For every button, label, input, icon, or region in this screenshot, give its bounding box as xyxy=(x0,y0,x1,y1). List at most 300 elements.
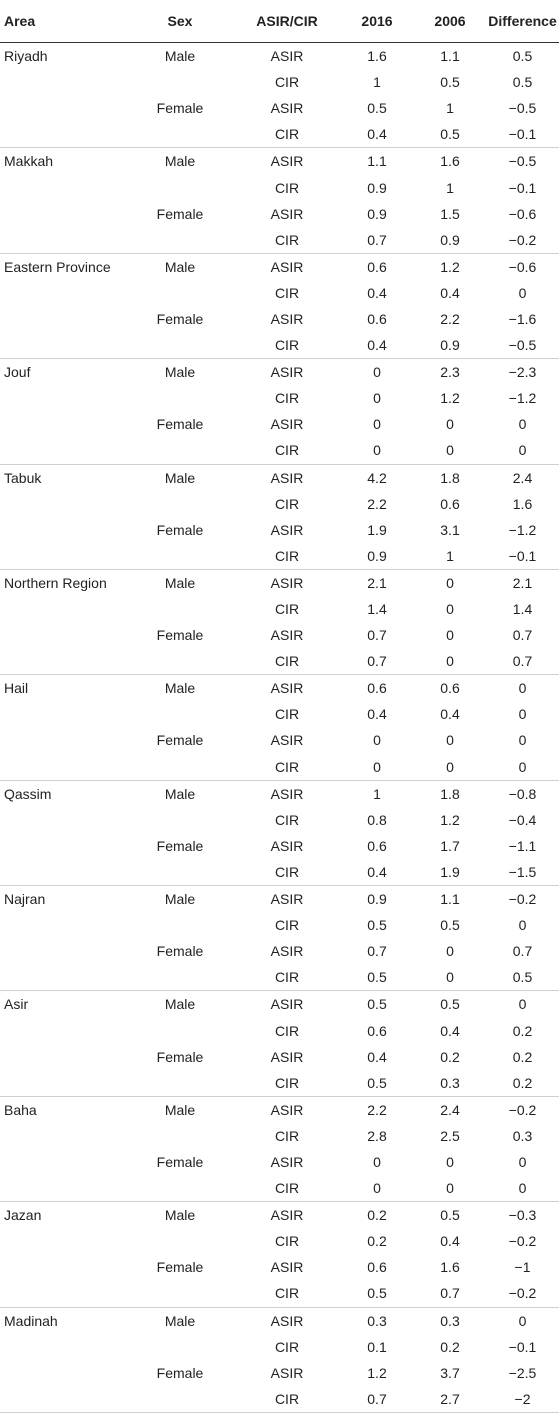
cell-difference: −0.5 xyxy=(486,148,559,175)
cell-difference: −0.6 xyxy=(486,253,559,280)
cell-2016: 2.1 xyxy=(340,569,414,596)
cell-area xyxy=(0,174,126,200)
cell-sex xyxy=(126,964,234,991)
cell-difference: 0 xyxy=(518,1153,527,1170)
cell-difference: −0.8 xyxy=(486,780,559,807)
cell-area xyxy=(0,121,126,148)
cell-sex: Male xyxy=(126,253,234,280)
cell-asir-cir: ASIR xyxy=(234,1307,340,1334)
cell-area xyxy=(0,622,126,648)
cell-asir-cir: ASIR xyxy=(270,837,304,854)
cell-2006: 0.5 xyxy=(440,917,460,934)
cell-2006: 1.2 xyxy=(440,390,460,407)
table-row xyxy=(0,991,559,1018)
cell-area xyxy=(0,1044,126,1070)
cell-2016: 2.2 xyxy=(367,495,387,512)
table-row xyxy=(0,754,559,781)
cell-2006: 3.7 xyxy=(440,1364,460,1381)
cell-2006: 0 xyxy=(446,653,454,670)
table-row xyxy=(0,43,559,70)
table-row xyxy=(0,1175,559,1202)
cell-2006: 3.1 xyxy=(440,521,460,538)
cell-sex xyxy=(126,754,234,781)
cell-sex xyxy=(126,69,234,95)
cell-asir-cir: CIR xyxy=(274,1180,300,1197)
cell-sex xyxy=(126,227,234,254)
cell-2006: 0 xyxy=(414,569,486,596)
cell-2006: 0 xyxy=(446,627,454,644)
cell-area: Qassim xyxy=(0,780,126,807)
table-row xyxy=(0,1280,559,1307)
cell-difference: 0 xyxy=(518,732,527,749)
cell-2006: 1.6 xyxy=(440,1259,460,1276)
cell-sex: Female xyxy=(156,1364,204,1381)
cell-sex: Male xyxy=(126,991,234,1018)
table-row xyxy=(0,1307,559,1334)
table-row xyxy=(0,833,559,859)
cell-2016: 0.4 xyxy=(367,337,387,354)
cell-sex: Male xyxy=(126,780,234,807)
header-sex: Sex xyxy=(126,0,234,43)
cell-sex: Female xyxy=(156,732,204,749)
cell-2016: 0.6 xyxy=(367,310,387,327)
cell-area xyxy=(0,1123,126,1149)
cell-2006: 0.5 xyxy=(414,991,486,1018)
cell-difference: −1.2 xyxy=(508,390,537,407)
cell-asir-cir: ASIR xyxy=(270,943,304,960)
cell-asir-cir: CIR xyxy=(274,863,300,880)
cell-asir-cir: CIR xyxy=(274,917,300,934)
cell-area: Madinah xyxy=(0,1307,126,1334)
cell-2016: 4.2 xyxy=(340,464,414,491)
cell-area xyxy=(0,1017,126,1043)
cell-area xyxy=(0,1254,126,1280)
cell-area: Hail xyxy=(0,675,126,702)
cell-2006: 0.3 xyxy=(440,1074,460,1091)
cell-2016: 0 xyxy=(373,1153,381,1170)
table-row xyxy=(0,359,559,386)
cell-difference: −0.2 xyxy=(508,1233,537,1250)
cell-sex: Female xyxy=(156,100,204,117)
cell-2006: 0.4 xyxy=(440,284,460,301)
cell-2016: 0.6 xyxy=(340,675,414,702)
table-row xyxy=(0,69,559,95)
cell-asir-cir: CIR xyxy=(234,1386,340,1413)
cell-asir-cir: CIR xyxy=(274,706,300,723)
cell-area: Eastern Province xyxy=(0,253,126,280)
cell-2016: 0.4 xyxy=(367,284,387,301)
cell-area xyxy=(0,648,126,675)
header-asir-cir: ASIR/CIR xyxy=(234,0,340,43)
cell-sex xyxy=(126,912,234,938)
cell-difference: 0.2 xyxy=(512,1048,533,1065)
cell-2016: 0.5 xyxy=(340,991,414,1018)
cell-2016: 0.2 xyxy=(367,1233,387,1250)
cell-2006: 1.1 xyxy=(414,886,486,913)
cell-area: Jouf xyxy=(0,359,126,386)
cell-2006: 0.4 xyxy=(440,706,460,723)
cell-2006: 0.2 xyxy=(440,1048,460,1065)
cell-2016: 0.9 xyxy=(367,547,387,564)
cell-area xyxy=(0,332,126,359)
cell-2016: 0 xyxy=(373,416,381,433)
cell-2006: 1.6 xyxy=(414,148,486,175)
cell-difference: −0.1 xyxy=(508,547,537,564)
cell-2016: 0.1 xyxy=(367,1338,387,1355)
cell-difference: 0.5 xyxy=(512,969,533,986)
cell-2006: 1.2 xyxy=(414,253,486,280)
cell-area xyxy=(0,1280,126,1307)
cell-2016: 0.5 xyxy=(367,1074,387,1091)
cell-2016: 0.7 xyxy=(367,943,387,960)
cell-2006: 1 xyxy=(446,179,454,196)
cell-difference: 0.5 xyxy=(512,74,533,91)
table-row xyxy=(0,332,559,359)
cell-sex xyxy=(126,1123,234,1149)
cell-2006: 0.9 xyxy=(440,337,460,354)
cell-area xyxy=(0,1149,126,1175)
cell-asir-cir: CIR xyxy=(274,1074,300,1091)
cell-asir-cir: ASIR xyxy=(270,205,304,222)
table-row xyxy=(0,1096,559,1123)
cell-difference: −0.6 xyxy=(508,205,537,222)
cell-2016: 0.6 xyxy=(367,1022,387,1039)
table-row xyxy=(0,1149,559,1175)
cell-sex xyxy=(126,648,234,675)
table-row xyxy=(0,385,559,411)
cell-area xyxy=(0,1228,126,1254)
cell-2006: 1 xyxy=(446,547,454,564)
cell-2006: 0.5 xyxy=(440,74,460,91)
cell-difference: 1.4 xyxy=(512,601,533,618)
cell-area xyxy=(0,95,126,121)
cell-area xyxy=(0,1360,126,1386)
header-2016: 2016 xyxy=(340,0,414,43)
cell-asir-cir: CIR xyxy=(274,1127,300,1144)
cell-sex xyxy=(126,1386,234,1413)
cell-area xyxy=(0,727,126,753)
cell-difference: 0 xyxy=(518,284,527,301)
cell-sex xyxy=(126,1175,234,1202)
cell-difference: −1.6 xyxy=(508,310,537,327)
table-row xyxy=(0,174,559,200)
cell-asir-cir: ASIR xyxy=(234,359,340,386)
cell-2006: 0.3 xyxy=(414,1307,486,1334)
cell-asir-cir: CIR xyxy=(274,231,300,248)
cell-2016: 1 xyxy=(340,780,414,807)
cell-asir-cir: CIR xyxy=(274,495,300,512)
cell-2016: 0.5 xyxy=(367,100,387,117)
table-row xyxy=(0,1254,559,1280)
table-body xyxy=(0,43,559,1413)
cell-difference: −0.3 xyxy=(486,1202,559,1229)
cell-area xyxy=(0,701,126,727)
cell-area xyxy=(0,859,126,886)
cell-2006: 2.5 xyxy=(440,1127,460,1144)
cell-area xyxy=(0,596,126,622)
cell-sex: Male xyxy=(126,359,234,386)
cell-sex: Female xyxy=(156,1153,204,1170)
cell-2016: 0.8 xyxy=(367,811,387,828)
cell-difference: −0.1 xyxy=(508,126,537,143)
cell-sex xyxy=(126,280,234,306)
cell-area xyxy=(0,938,126,964)
cell-2016: 0 xyxy=(373,442,381,459)
cell-difference: 0 xyxy=(518,917,527,934)
cell-area xyxy=(0,517,126,543)
cell-difference: 0 xyxy=(518,442,527,459)
cell-area: Riyadh xyxy=(0,43,126,70)
cell-area xyxy=(0,69,126,95)
cell-asir-cir: CIR xyxy=(274,284,300,301)
cell-2016: 0.4 xyxy=(367,126,387,143)
cell-difference: 0 xyxy=(518,758,527,775)
cell-2006: 0 xyxy=(446,601,454,618)
cell-difference: 0.7 xyxy=(512,653,533,670)
cell-asir-cir: ASIR xyxy=(270,1259,304,1276)
cell-2006: 1.5 xyxy=(440,205,460,222)
cell-2016: 1.6 xyxy=(340,43,414,70)
cell-2016: 1.4 xyxy=(367,601,387,618)
cell-area: Najran xyxy=(0,886,126,913)
cell-sex xyxy=(126,1334,234,1360)
cell-sex xyxy=(126,596,234,622)
cell-difference: −0.1 xyxy=(508,179,537,196)
cell-sex: Male xyxy=(126,1307,234,1334)
cell-area xyxy=(0,437,126,464)
cell-area: Asir xyxy=(0,991,126,1018)
cell-sex: Male xyxy=(126,1202,234,1229)
cell-asir-cir: ASIR xyxy=(270,1153,304,1170)
cell-area xyxy=(0,280,126,306)
cell-area xyxy=(0,1175,126,1202)
table-row xyxy=(0,912,559,938)
cell-2016: 0.4 xyxy=(367,863,387,880)
cell-sex: Female xyxy=(156,1259,204,1276)
cell-sex xyxy=(126,1228,234,1254)
cell-2016: 0.5 xyxy=(367,917,387,934)
cell-2006: 1.8 xyxy=(414,464,486,491)
cell-asir-cir: CIR xyxy=(274,758,300,775)
cell-asir-cir: CIR xyxy=(274,547,300,564)
cell-difference: 0.7 xyxy=(512,943,533,960)
cell-2016: 0.7 xyxy=(367,231,387,248)
cell-difference: 0.3 xyxy=(512,1127,533,1144)
cell-sex: Female xyxy=(156,627,204,644)
cell-asir-cir: ASIR xyxy=(270,416,304,433)
cell-2016: 0.9 xyxy=(367,179,387,196)
cell-asir-cir: CIR xyxy=(274,811,300,828)
cell-2006: 0 xyxy=(446,969,454,986)
cell-2006: 2.3 xyxy=(414,359,486,386)
table-row xyxy=(0,437,559,464)
cell-2006: 0.4 xyxy=(440,1233,460,1250)
cell-sex xyxy=(126,1280,234,1307)
cell-area xyxy=(0,833,126,859)
cell-2016: 0.6 xyxy=(367,1259,387,1276)
cell-asir-cir: ASIR xyxy=(234,991,340,1018)
cell-2016: 0.7 xyxy=(367,653,387,670)
table-row xyxy=(0,517,559,543)
cell-2006: 0 xyxy=(446,1153,454,1170)
cell-area: Jazan xyxy=(0,1202,126,1229)
cell-difference: −0.2 xyxy=(508,231,537,248)
cell-asir-cir: ASIR xyxy=(234,1202,340,1229)
cell-2006: 1.1 xyxy=(414,43,486,70)
cell-area xyxy=(0,1334,126,1360)
cell-2016: 0 xyxy=(373,758,381,775)
table-row xyxy=(0,1017,559,1043)
cell-difference: 1.6 xyxy=(512,495,533,512)
cell-2006: 0.2 xyxy=(440,1338,460,1355)
cell-2006: 0.5 xyxy=(440,126,460,143)
cell-2006: 0.7 xyxy=(440,1285,460,1302)
cell-difference: −0.2 xyxy=(486,1096,559,1123)
table-row xyxy=(0,648,559,675)
cell-area xyxy=(0,964,126,991)
cell-difference: −2 xyxy=(486,1386,559,1413)
cell-sex: Female xyxy=(156,310,204,327)
cell-area: Makkah xyxy=(0,148,126,175)
cell-area xyxy=(0,912,126,938)
table-row xyxy=(0,1334,559,1360)
cell-2016: 0.2 xyxy=(340,1202,414,1229)
cell-asir-cir: ASIR xyxy=(270,1364,304,1381)
cell-sex: Female xyxy=(156,416,204,433)
cell-asir-cir: CIR xyxy=(274,179,300,196)
cell-asir-cir: CIR xyxy=(274,653,300,670)
cell-sex xyxy=(126,1070,234,1097)
table-row xyxy=(0,622,559,648)
cell-difference: −0.1 xyxy=(508,1338,537,1355)
cell-2016: 0.4 xyxy=(367,706,387,723)
cell-2016: 1 xyxy=(373,74,381,91)
cell-asir-cir: ASIR xyxy=(234,464,340,491)
cell-difference: 0 xyxy=(518,1180,527,1197)
table-row xyxy=(0,780,559,807)
cell-area: Tabuk xyxy=(0,464,126,491)
cell-2006: 0 xyxy=(446,442,454,459)
table-row xyxy=(0,675,559,702)
cell-sex xyxy=(126,1017,234,1043)
table-row xyxy=(0,227,559,254)
cell-difference: −1 xyxy=(514,1259,531,1276)
cell-2016: 1.2 xyxy=(367,1364,387,1381)
cell-sex xyxy=(126,385,234,411)
cell-asir-cir: ASIR xyxy=(234,675,340,702)
cell-sex: Male xyxy=(126,675,234,702)
cell-2016: 0.4 xyxy=(367,1048,387,1065)
cell-difference: 0 xyxy=(518,416,527,433)
cell-sex: Male xyxy=(126,1096,234,1123)
cell-2016: 0 xyxy=(373,732,381,749)
cell-2006: 1.2 xyxy=(440,811,460,828)
cell-area xyxy=(0,306,126,332)
cell-sex xyxy=(126,701,234,727)
cell-difference: −0.4 xyxy=(508,811,537,828)
cell-difference: −1.2 xyxy=(508,521,537,538)
header-difference: Difference xyxy=(486,0,559,43)
cell-asir-cir: ASIR xyxy=(234,569,340,596)
cell-2006: 2.4 xyxy=(414,1096,486,1123)
cell-sex: Male xyxy=(126,464,234,491)
cell-asir-cir: CIR xyxy=(274,1233,300,1250)
cell-sex xyxy=(126,807,234,833)
cell-asir-cir: ASIR xyxy=(234,43,340,70)
cell-difference: −1.5 xyxy=(508,863,537,880)
cell-2006: 1 xyxy=(446,100,454,117)
table-row xyxy=(0,491,559,517)
cell-area: Baha xyxy=(0,1096,126,1123)
cell-asir-cir: CIR xyxy=(274,1285,300,1302)
cell-difference: 2.4 xyxy=(486,464,559,491)
cell-sex: Female xyxy=(156,205,204,222)
cell-2016: 0.3 xyxy=(340,1307,414,1334)
cell-difference: 0.5 xyxy=(486,43,559,70)
cell-2016: 0.7 xyxy=(340,1386,414,1413)
cell-difference: 0.2 xyxy=(512,1074,533,1091)
cell-2006: 0 xyxy=(446,943,454,960)
cell-sex xyxy=(126,174,234,200)
cell-sex xyxy=(126,121,234,148)
cell-asir-cir: CIR xyxy=(274,74,300,91)
cell-asir-cir: ASIR xyxy=(234,148,340,175)
cell-2016: 2.8 xyxy=(367,1127,387,1144)
table-row xyxy=(0,1228,559,1254)
cell-2016: 0.9 xyxy=(367,205,387,222)
table-row xyxy=(0,1386,559,1413)
cell-asir-cir: ASIR xyxy=(270,732,304,749)
table-row xyxy=(0,95,559,121)
cell-2006: 0.6 xyxy=(440,495,460,512)
cell-asir-cir: ASIR xyxy=(234,886,340,913)
table-row xyxy=(0,886,559,913)
cell-asir-cir: CIR xyxy=(274,337,300,354)
table-row xyxy=(0,569,559,596)
cell-2006: 1.7 xyxy=(440,837,460,854)
cell-area xyxy=(0,385,126,411)
cell-2016: 0.6 xyxy=(367,837,387,854)
cell-sex xyxy=(126,859,234,886)
table-row xyxy=(0,148,559,175)
cell-2006: 0.5 xyxy=(414,1202,486,1229)
cell-sex xyxy=(126,543,234,570)
cell-2016: 0 xyxy=(373,1180,381,1197)
table-row xyxy=(0,596,559,622)
cell-difference: −0.2 xyxy=(508,1285,537,1302)
cell-difference: 0 xyxy=(486,1307,559,1334)
cell-2016: 0 xyxy=(340,359,414,386)
cell-2006: 0 xyxy=(446,1180,454,1197)
cell-difference: 0 xyxy=(518,706,527,723)
cell-2006: 2.2 xyxy=(440,310,460,327)
table-row xyxy=(0,201,559,227)
cell-sex: Female xyxy=(156,1048,204,1065)
cell-2006: 0 xyxy=(446,758,454,775)
cell-sex xyxy=(126,332,234,359)
table-row xyxy=(0,1044,559,1070)
cell-difference: 0 xyxy=(486,675,559,702)
cell-2016: 1.9 xyxy=(367,521,387,538)
cell-difference: 0.2 xyxy=(512,1022,533,1039)
cell-sex: Female xyxy=(156,837,204,854)
cell-asir-cir: ASIR xyxy=(270,1048,304,1065)
cell-asir-cir: ASIR xyxy=(270,100,304,117)
cell-asir-cir: ASIR xyxy=(270,310,304,327)
header-area: Area xyxy=(0,0,126,43)
cell-2016: 2.2 xyxy=(340,1096,414,1123)
cell-difference: −0.2 xyxy=(486,886,559,913)
